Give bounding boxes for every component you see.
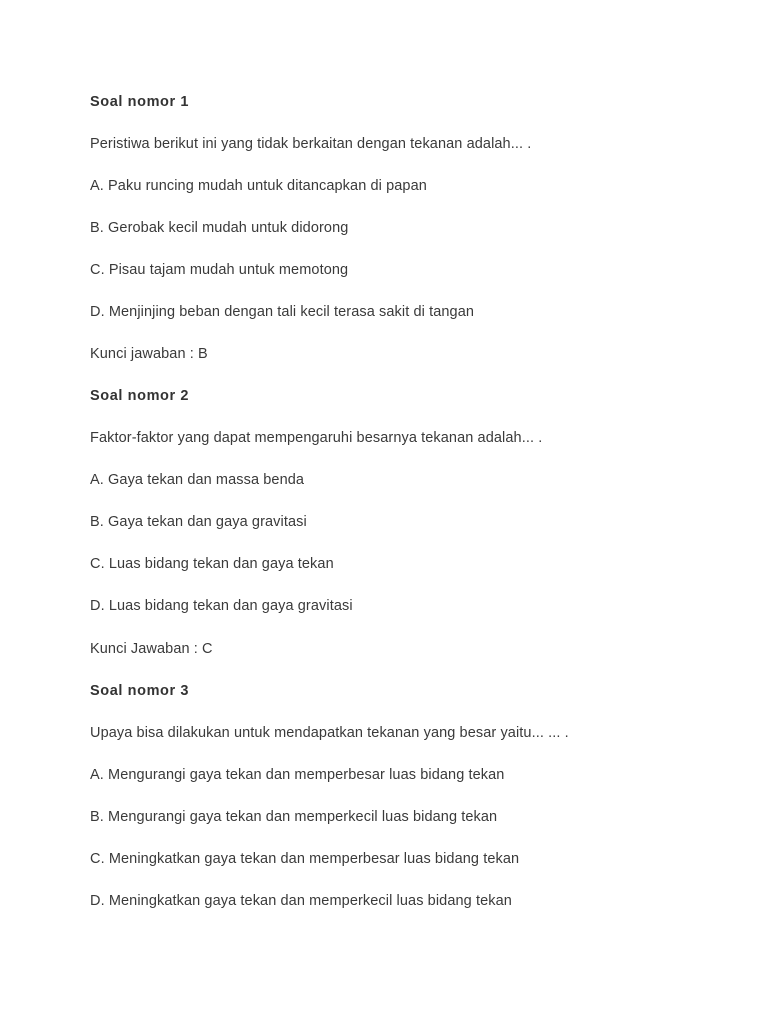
question-3-heading: Soal nomor 3 xyxy=(90,683,190,699)
question-2-answer-key: Kunci Jawaban : C xyxy=(90,641,213,657)
question-2-option-a: A. Gaya tekan dan massa benda xyxy=(90,472,305,488)
question-2-option-d: D. Luas bidang tekan dan gaya gravitasi xyxy=(90,598,353,614)
question-2-text: Faktor-faktor yang dapat mempengaruhi besarnya tekanan adalah... . xyxy=(90,430,543,446)
question-1-text: Peristiwa berikut ini yang tidak berkaitan dengan tekanan adalah... . xyxy=(90,136,532,152)
question-1-option-a: A. Paku runcing mudah untuk ditancapkan di papan xyxy=(90,178,427,194)
question-1-heading: Soal nomor 1 xyxy=(90,94,190,110)
question-2-heading: Soal nomor 2 xyxy=(90,388,190,404)
question-3-option-b: B. Mengurangi gaya tekan dan memperkecil luas bidang tekan xyxy=(90,809,498,825)
question-3-option-d: D. Meningkatkan gaya tekan dan memperkecil luas bidang tekan xyxy=(90,893,512,909)
question-1-option-d: D. Menjinjing beban dengan tali kecil terasa sakit di tangan xyxy=(90,304,475,320)
question-3-option-c: C. Meningkatkan gaya tekan dan memperbesar luas bidang tekan xyxy=(90,851,520,867)
question-1-answer-key: Kunci jawaban : B xyxy=(90,346,208,362)
question-2-option-c: C. Luas bidang tekan dan gaya tekan xyxy=(90,556,334,572)
question-1-option-b: B. Gerobak kecil mudah untuk didorong xyxy=(90,220,349,236)
question-3-text: Upaya bisa dilakukan untuk mendapatkan tekanan yang besar yaitu... ... . xyxy=(90,725,569,741)
question-3-option-a: A. Mengurangi gaya tekan dan memperbesar luas bidang tekan xyxy=(90,767,505,783)
question-1-option-c: C. Pisau tajam mudah untuk memotong xyxy=(90,262,349,278)
question-2-option-b: B. Gaya tekan dan gaya gravitasi xyxy=(90,514,307,530)
